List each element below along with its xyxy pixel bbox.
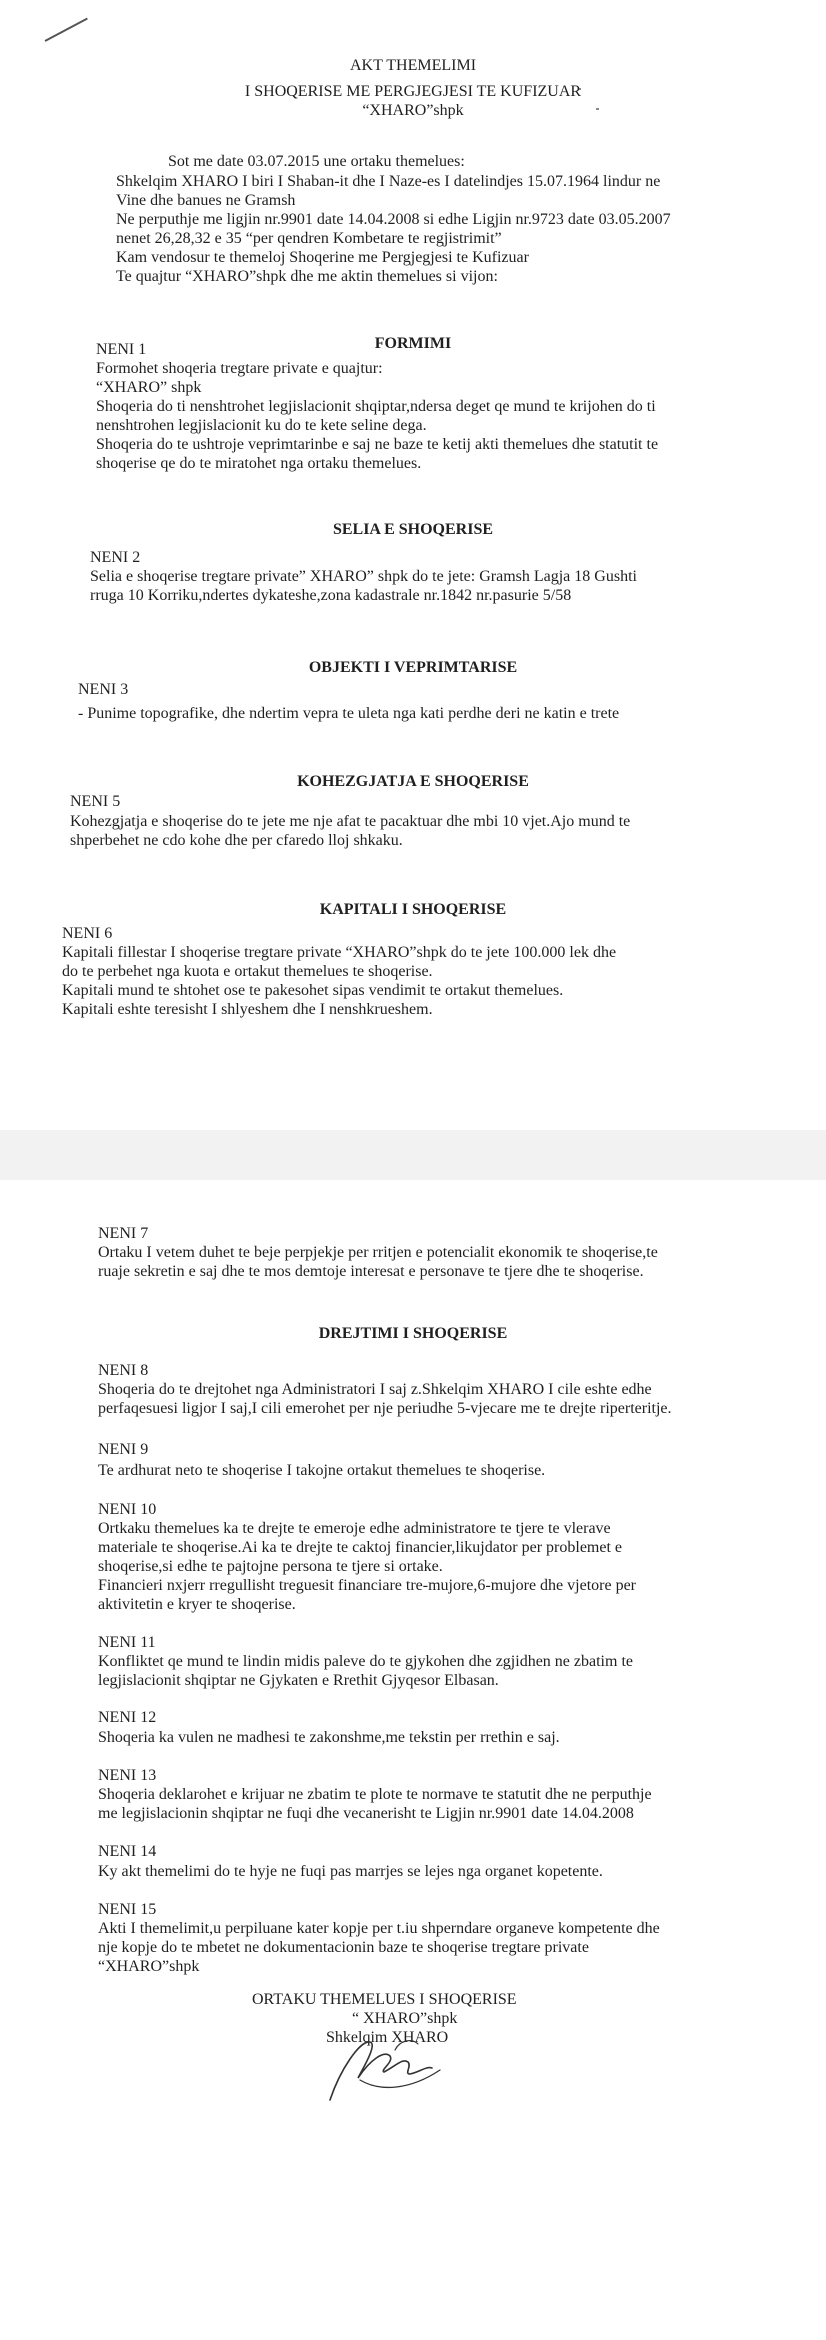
document-page-2 xyxy=(0,1180,826,2340)
section-heading-kapitali: KAPITALI I SHOQERISE xyxy=(319,901,507,918)
article-line: Ky akt themelimi do te hyje ne fuqi pas marrjes se lejes nga organet kopetente. xyxy=(98,1863,603,1880)
article-line: rruga 10 Korriku,ndertes dykateshe,zona kadastrale nr.1842 nr.pasurie 5/58 xyxy=(90,587,572,604)
article-label: NENI 2 xyxy=(90,549,141,566)
pen-mark xyxy=(45,18,88,42)
intro-line: Te quajtur “XHARO”shpk dhe me aktin themelues si vijon: xyxy=(116,268,498,285)
article-line: Kapitali mund te shtohet ose te pakesohet sipas vendimit te ortakut themelues. xyxy=(62,982,564,999)
article-label: NENI 15 xyxy=(98,1901,157,1918)
article-line: Formohet shoqeria tregtare private e quajtur: xyxy=(96,360,383,377)
article-line: - Punime topografike, dhe ndertim vepra te uleta nga kati perdhe deri ne katin e trete xyxy=(78,705,620,722)
intro-line: Ne perputhje me ligjin nr.9901 date 14.04.2008 si edhe Ligjin nr.9723 date 03.05.2007 xyxy=(116,211,671,228)
section-heading-selia: SELIA E SHOQERISE xyxy=(332,521,494,538)
signature-block-company: “ XHARO”shpk xyxy=(352,2010,458,2027)
intro-line: Shkelqim XHARO I biri I Shaban-it dhe I Naze-es I datelindjes 15.07.1964 lindur ne xyxy=(116,173,661,190)
article-line: Ortaku I vetem duhet te beje perpjekje per rritjen e potencialit ekonomik te shoqerise,te xyxy=(98,1244,658,1261)
section-heading-objekti: OBJEKTI I VEPRIMTARISE xyxy=(308,659,518,676)
document-subtitle: I SHOQERISE ME PERGJEGJESI TE KUFIZUAR xyxy=(244,83,582,100)
article-line: legjislacionit shqiptar ne Gjykaten e Rrethit Gjyqesor Elbasan. xyxy=(98,1672,499,1689)
article-label: NENI 5 xyxy=(70,793,121,810)
article-line: Selia e shoqerise tregtare private” XHARO” shpk do te jete: Gramsh Lagja 18 Gushti xyxy=(90,568,637,585)
signature-block-title: ORTAKU THEMELUES I SHOQERISE xyxy=(252,1991,517,2008)
intro-line: Kam vendosur te themeloj Shoqerine me Pergjegjesi te Kufizuar xyxy=(116,249,529,266)
article-label: NENI 13 xyxy=(98,1767,157,1784)
article-line: shperbehet ne cdo kohe dhe per cfaredo lloj shkaku. xyxy=(70,832,403,849)
article-line: shoqerise,si edhe te pajtojne persona te tjere si ortake. xyxy=(98,1558,443,1575)
article-line: perfaqesuesi ligjor I saj,I cili emerohet per nje periudhe 5-vjecare me te drejte riperteritje. xyxy=(98,1400,672,1417)
article-line: Konfliktet qe mund te lindin midis paleve do te gjykohen dhe zgjidhen ne zbatim te xyxy=(98,1653,633,1670)
article-label: NENI 14 xyxy=(98,1843,157,1860)
article-line: Shoqeria ka vulen ne madhesi te zakonshme,me tekstin per rrethin e saj. xyxy=(98,1729,560,1746)
handwritten-signature xyxy=(300,2000,460,2110)
article-line: materiale te shoqerise.Ai ka te drejte te caktoj financier,likujdator per problemet e xyxy=(98,1539,623,1556)
intro-line: Sot me date 03.07.2015 une ortaku themelues: xyxy=(168,153,465,170)
company-name: “XHARO”shpk xyxy=(362,102,464,119)
article-line: Kapitali eshte teresisht I shlyeshem dhe I nenshkrueshem. xyxy=(62,1001,433,1018)
article-line: shoqerise qe do te miratohet nga ortaku themelues. xyxy=(96,455,422,472)
document-title: AKT THEMELIMI xyxy=(349,57,477,74)
section-heading-drejtimi: DREJTIMI I SHOQERISE xyxy=(318,1325,508,1342)
article-label: NENI 1 xyxy=(96,341,147,358)
article-label: NENI 3 xyxy=(78,681,129,698)
article-label: NENI 7 xyxy=(98,1225,149,1242)
article-line: Shoqeria do te ushtroje veprimtarinbe e saj ne baze te ketij akti themelues dhe statutit te xyxy=(96,436,659,453)
page-gap xyxy=(0,1130,826,1180)
article-label: NENI 11 xyxy=(98,1634,156,1651)
article-line: Kapitali fillestar I shoqerise tregtare private “XHARO”shpk do te jete 100.000 lek dhe xyxy=(62,944,617,961)
article-label: NENI 10 xyxy=(98,1501,157,1518)
article-line: Akti I themelimit,u perpiluane kater kopje per t.iu shperndare organeve kompetente dhe xyxy=(98,1920,660,1937)
article-line: aktivitetin e kryer te shoqerise. xyxy=(98,1596,296,1613)
article-label: NENI 6 xyxy=(62,925,113,942)
article-line: ruaje sekretin e saj dhe te mos demtoje interesat e personave te tjere dhe te shoqerise. xyxy=(98,1263,644,1280)
article-line: Financieri nxjerr rregullisht treguesit financiare tre-mujore,6-mujore dhe vjetore per xyxy=(98,1577,637,1594)
intro-line: nenet 26,28,32 e 35 “per qendren Kombetare te regjistrimit” xyxy=(116,230,502,247)
section-heading-formimi: FORMIMI xyxy=(374,335,452,352)
article-line: Shoqeria do te drejtohet nga Administratori I saj z.Shkelqim XHARO I cile eshte edhe xyxy=(98,1381,652,1398)
article-line: Shoqeria deklarohet e krijuar ne zbatim te plote te normave te statutit dhe ne perputhje xyxy=(98,1786,652,1803)
article-line: Kohezgjatja e shoqerise do te jete me nje afat te pacaktuar dhe mbi 10 vjet.Ajo mund te xyxy=(70,813,631,830)
article-label: NENI 8 xyxy=(98,1362,149,1379)
article-line: nenshtrohen legjislacionit ku do te kete seline dega. xyxy=(96,417,427,434)
article-line: “XHARO” shpk xyxy=(96,379,202,396)
section-heading-kohezgjatja: KOHEZGJATJA E SHOQERISE xyxy=(297,773,529,790)
article-line: Te ardhurat neto te shoqerise I takojne ortakut themelues te shoqerise. xyxy=(98,1462,546,1479)
article-line: me legjislacionin shqiptar ne fuqi dhe vecanerisht te Ligjin nr.9901 date 14.04.2008 xyxy=(98,1805,634,1822)
article-line: nje kopje do te mbetet ne dokumentacionin baze te shoqerise tregtare private xyxy=(98,1939,589,1956)
article-line: Ortkaku themelues ka te drejte te emeroje edhe administratore te tjere te vlerave xyxy=(98,1520,611,1537)
article-line: “XHARO”shpk xyxy=(98,1958,200,1975)
article-line: do te perbehet nga kuota e ortakut themelues te shoqerise. xyxy=(62,963,433,980)
signature-block-name: Shkelqim XHARO xyxy=(326,2029,449,2046)
article-label: NENI 9 xyxy=(98,1441,149,1458)
intro-line: Vine dhe banues ne Gramsh xyxy=(116,192,296,209)
article-label: NENI 12 xyxy=(98,1709,157,1726)
document-page-1 xyxy=(0,0,826,1130)
article-line: Shoqeria do ti nenshtrohet legjislacionit shqiptar,ndersa deget qe mund te krijohen do ti xyxy=(96,398,656,415)
